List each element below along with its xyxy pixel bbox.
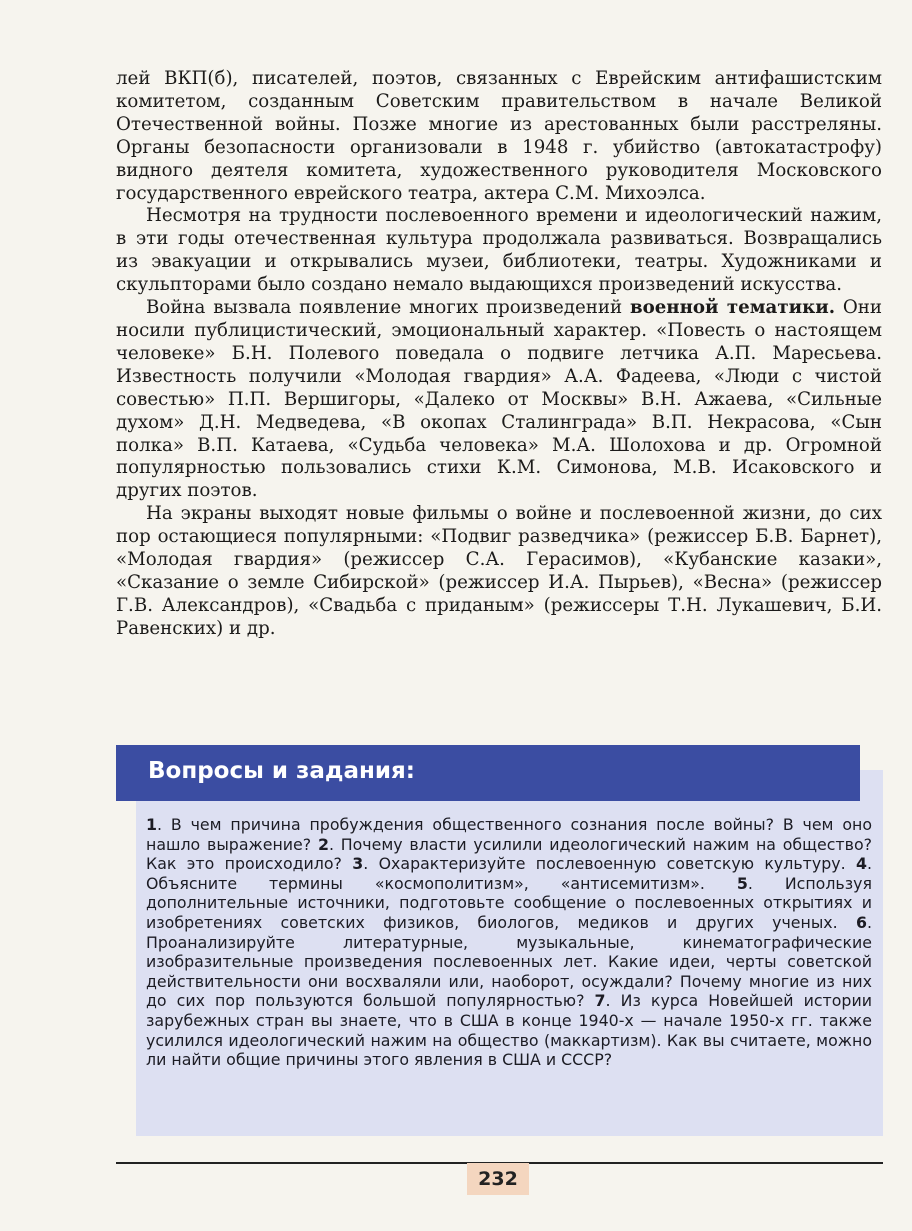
question-number: 6 [855, 912, 867, 932]
paragraph: Война вызвала появление многих произведений военной тематики. Они носили публицистический, эмоциональный характер. «Повесть о настоящем человеке» Б.Н. Полевого поведала о подвиге летчика А.П. Маресьева. Известность получили «Молодая гвардия» А.А. Фадеева, «Люди с чистой совестью» П.П. Вершигоры, «Далеко от Москвы» В.Н. Ажаева, «Сильные духом» Д.Н. Медведева, «В окопах Сталинграда» В.П. Некрасова, «Сын полка» В.П. Катаева, «Судьба человека» М.А. Шолохова и др. Огромной популярностью пользовались стихи К.М. Симонова, М.В. Исаковского и других поэтов. [116, 297, 883, 502]
questions-title: Вопросы и задания: [148, 758, 416, 784]
question-number: 2 [317, 834, 329, 854]
question-number: 4 [855, 854, 867, 874]
question-text: . Проанализируйте литературные, музыкальные, кинематографические изобразительные произведения послевоенных лет. Какие идеи, черты советской действительности они восхваляли или, наоборот, осуждали? Почему многие из них до сих пор пользуются большой популярностью? [146, 912, 872, 1011]
question-number: 1 [146, 815, 157, 834]
question-number: 5 [736, 873, 748, 893]
emphasis-term: военной тематики. [629, 297, 836, 319]
paragraph: Несмотря на трудности послевоенного времени и идеологический нажим, в эти годы отечественная культура продолжала развиваться. Возвращались из эвакуации и открывались музеи, библиотеки, театры. Художниками и скульпторами было создано немало выдающихся произведений искусства. [116, 205, 882, 296]
question-text: . Охарактеризуйте послевоенную советскую культуру. [363, 854, 856, 874]
main-text [116, 68, 882, 641]
question-text: . Используя дополнительные источники, подготовьте сообщение о послевоенных открытиях и изобретениях советских физиков, биологов, медиков и других ученых. [146, 873, 872, 932]
paragraph: лей ВКП(б), писателей, поэтов, связанных с Еврейским антифашистским комитетом, созданным Советским правительством в начале Великой Отечественной войны. Позже многие из арестованных были расстреляны. Органы безопасности организовали в 1948 г. убийство (автокатастрофу) видного деятеля комитета, художественного руководителя Московского государственного еврейского театра, актера С.М. Михоэлса. [116, 68, 882, 204]
question-text: . Из курса Новейшей истории зарубежных стран вы знаете, что в США в конце 1940-х — начале 1950-х гг. также усилился идеологический нажим на общество (маккартизм). Как вы считаете, можно ли найти общие причины этого явления в США и СССР? [146, 991, 872, 1070]
question-text: . Объясните термины «космополитизм», «антисемитизм». [146, 854, 872, 893]
page-number: 232 [467, 1163, 529, 1195]
paragraph: На экраны выходят новые фильмы о войне и послевоенной жизни, до сих пор остающиеся популярными: «Подвиг разведчика» (режиссер Б.В. Барнет), «Молодая гвардия» (режиссер С.А. Герасимов), «Кубанские казаки», «Сказание о земле Сибирской» (режиссер И.А. Пырьев), «Весна» (режиссер Г.В. Александров), «Свадьба с приданым» (режиссеры Т.Н. Лукашевич, Б.И. Равенских) и др. [116, 503, 882, 639]
question-text: . Почему власти усилили идеологический нажим на общество? Как это происходило? [146, 834, 872, 874]
question-number: 7 [594, 991, 606, 1011]
question-number: 3 [352, 854, 364, 874]
question-text: . В чем причина пробуждения общественного сознания после войны? В чем оно нашло выражение? [146, 815, 872, 854]
questions-header [116, 745, 860, 801]
questions-list [146, 815, 872, 1070]
